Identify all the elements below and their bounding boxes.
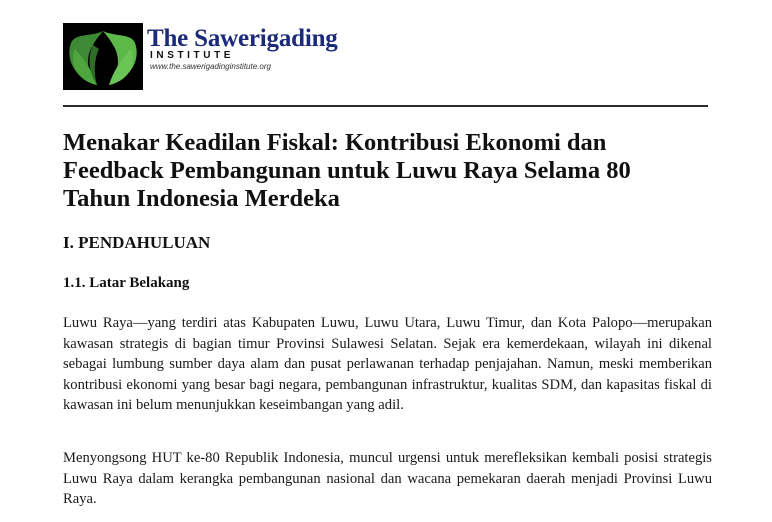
org-subtitle: INSTITUTE bbox=[150, 50, 235, 61]
org-name: The Sawerigading bbox=[147, 25, 338, 52]
institute-logo bbox=[63, 23, 143, 90]
body-paragraph-2: Menyongsong HUT ke-80 Republik Indonesia, muncul urgensi untuk merefleksikan kembali posisi strategis Luwu Raya dalam kerangka pembangunan nasional dan wacana pemekaran daerah menjadi Provinsi Luwu Raya. bbox=[63, 450, 712, 507]
green-leaf-logo-icon bbox=[63, 23, 143, 90]
body-paragraph-1: Luwu Raya—yang terdiri atas Kabupaten Luwu, Luwu Utara, Luwu Timur, dan Kota Palopo—merupakan kawasan strategis di bagian timur Provinsi Sulawesi Selatan. Sejak era kemerdekaan, wilayah ini dikenal sebagai lumbung sumber daya alam dan pusat perlawanan terhadap penjajahan. Namun, meski memberikan kontribusi ekonomi yang besar bagi negara, pembangunan infrastruktur, kualitas SDM, dan kapasitas fiskal di kawasan ini belum menunjukkan keseimbangan yang adil. bbox=[63, 315, 712, 413]
org-url: www.the.sawerigadinginstitute.org bbox=[150, 62, 271, 71]
section-heading: I. PENDAHULUAN bbox=[63, 233, 211, 252]
document-title: Menakar Keadilan Fiskal: Kontribusi Ekonomi dan Feedback Pembangunan untuk Luwu Raya Selama 80 Tahun Indonesia Merdeka bbox=[63, 129, 631, 212]
header-divider bbox=[63, 105, 708, 107]
subsection-heading: 1.1. Latar Belakang bbox=[63, 275, 190, 291]
